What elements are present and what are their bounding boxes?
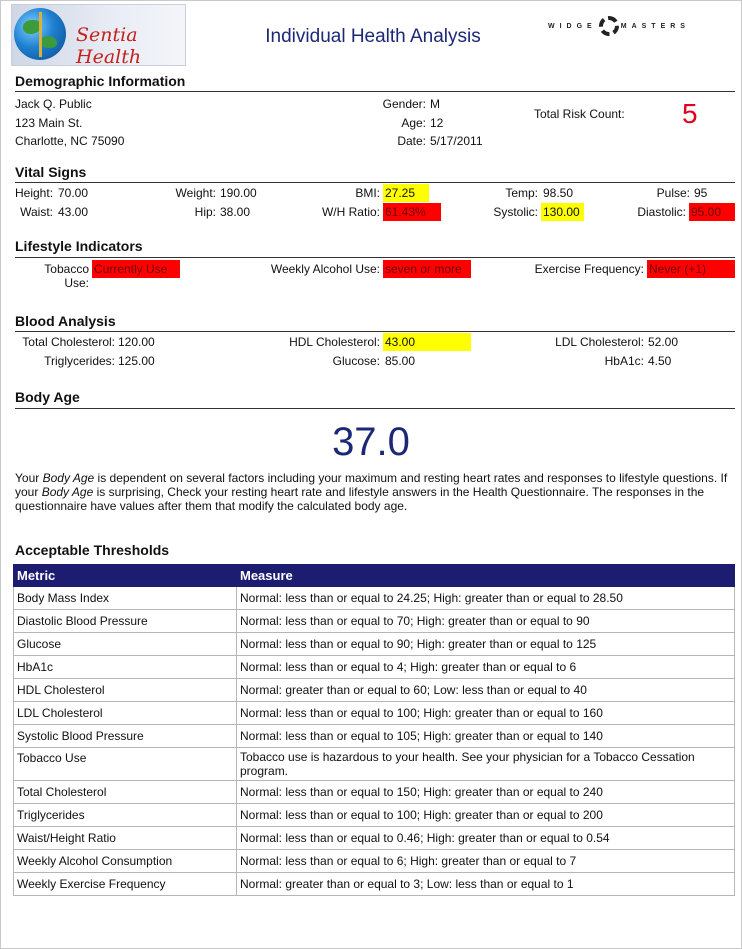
height-label: Height: (15, 186, 54, 200)
metric-cell: HbA1c (14, 656, 237, 679)
table-row (14, 748, 735, 781)
logo-text: Sentia Health (76, 24, 142, 68)
divider (15, 182, 735, 183)
metric-column-header: Metric (14, 565, 237, 587)
metric-cell: Body Mass Index (14, 587, 237, 610)
systolic-value: 130.00 (541, 203, 584, 221)
risk-count-label: Total Risk Count: (534, 107, 625, 121)
gear-icon (599, 16, 619, 36)
diastolic-label: Diastolic: (637, 205, 686, 219)
table-row (14, 850, 735, 873)
gender-value: M (430, 97, 440, 111)
hba1c-label: HbA1c: (604, 354, 644, 368)
exercise-label: Exercise Frequency: (534, 262, 644, 276)
hip-label: Hip: (194, 205, 216, 219)
glucose-value: 85.00 (385, 354, 416, 368)
patient-name: Jack Q. Public (15, 97, 92, 111)
wh-ratio-label: W/H Ratio: (321, 205, 380, 219)
body-age-heading: Body Age (15, 389, 80, 405)
metric-cell: Glucose (14, 633, 237, 656)
total-cholesterol-value: 120.00 (118, 335, 155, 349)
systolic-label: Systolic: (493, 205, 538, 219)
metric-cell: LDL Cholesterol (14, 702, 237, 725)
date-value: 5/17/2011 (430, 134, 483, 148)
waist-value: 43.00 (58, 205, 89, 219)
metric-cell: Diastolic Blood Pressure (14, 610, 237, 633)
demographics-heading: Demographic Information (15, 73, 186, 89)
measure-cell: Normal: less than or equal to 100; High: greater than or equal to 160 (237, 702, 735, 725)
measure-cell: Normal: less than or equal to 150; High: greater than or equal to 240 (237, 781, 735, 804)
metric-cell: HDL Cholesterol (14, 679, 237, 702)
hip-value: 38.00 (220, 205, 251, 219)
address-line-2: Charlotte, NC 75090 (15, 134, 125, 148)
table-row (14, 781, 735, 804)
metric-cell: Systolic Blood Pressure (14, 725, 237, 748)
age-label: Age: (401, 116, 426, 130)
vitals-heading: Vital Signs (15, 164, 87, 180)
tobacco-label-line2: Use: (64, 276, 89, 290)
height-value: 70.00 (58, 186, 89, 200)
weight-value: 190.00 (220, 186, 257, 200)
table-row (14, 827, 735, 850)
hba1c-value: 4.50 (648, 354, 672, 368)
widgemasters-logo (548, 16, 698, 40)
glucose-label: Glucose: (332, 354, 380, 368)
measure-cell: Normal: less than or equal to 6; High: greater than or equal to 7 (237, 850, 735, 873)
measure-cell: Normal: greater than or equal to 3; Low: less than or equal to 1 (237, 873, 735, 896)
pulse-value: 95 (694, 186, 708, 200)
metric-cell: Waist/Height Ratio (14, 827, 237, 850)
table-row (14, 873, 735, 896)
tobacco-value: Currently Use (92, 260, 180, 278)
exercise-value: Never (+1) (647, 260, 735, 278)
measure-cell: Normal: less than or equal to 24.25; High: greater than or equal to 28.50 (237, 587, 735, 610)
divider (15, 331, 735, 332)
measure-cell: Normal: less than or equal to 70; High: greater than or equal to 90 (237, 610, 735, 633)
total-cholesterol-label: Total Cholesterol: (22, 335, 115, 349)
temp-value: 98.50 (543, 186, 574, 200)
table-row (14, 633, 735, 656)
metric-cell: Triglycerides (14, 804, 237, 827)
divider (15, 257, 735, 258)
gender-label: Gender: (382, 97, 426, 111)
measure-cell: Normal: greater than or equal to 60; Low: less than or equal to 40 (237, 679, 735, 702)
hdl-label: HDL Cholesterol: (289, 335, 380, 349)
address-line-1: 123 Main St. (15, 116, 83, 130)
measure-column-header: Measure (237, 565, 735, 587)
measure-cell: Normal: less than or equal to 90; High: greater than or equal to 125 (237, 633, 735, 656)
metric-cell: Weekly Exercise Frequency (14, 873, 237, 896)
table-row (14, 656, 735, 679)
bmi-label: BMI: (355, 186, 380, 200)
blood-heading: Blood Analysis (15, 313, 116, 329)
metric-cell: Weekly Alcohol Consumption (14, 850, 237, 873)
alcohol-label: Weekly Alcohol Use: (270, 262, 380, 276)
thresholds-table (13, 564, 735, 896)
body-age-value: 37.0 (332, 420, 410, 464)
report-title: Individual Health Analysis (265, 26, 481, 47)
measure-cell: Normal: less than or equal to 4; High: greater than or equal to 6 (237, 656, 735, 679)
pulse-label: Pulse: (656, 186, 690, 200)
globe-caduceus-icon (14, 8, 66, 60)
date-label: Date: (397, 134, 426, 148)
waist-label: Waist: (20, 205, 53, 219)
age-value: 12 (430, 116, 444, 130)
measure-cell: Normal: less than or equal to 0.46; High: greater than or equal to 0.54 (237, 827, 735, 850)
divider (15, 408, 735, 409)
tobacco-label-line1: Tobacco (44, 262, 89, 276)
diastolic-value: 95.00 (689, 203, 735, 221)
body-age-explanation: Your Body Age is dependent on several factors including your maximum and resting heart rates and responses to lifestyle questions. If your Body Age is surprising, Check your resting heart rate and lifestyle answers in the Health Questionnaire. The responses in the questionnaire have values after them that modify the calculated body age. (15, 471, 728, 513)
divider (15, 91, 735, 92)
lifestyle-heading: Lifestyle Indicators (15, 238, 143, 254)
brand-right: MASTERS (620, 23, 690, 30)
weight-label: Weight: (175, 186, 216, 200)
table-row (14, 725, 735, 748)
thresholds-heading: Acceptable Thresholds (15, 542, 170, 558)
alcohol-value: seven or more (383, 260, 471, 278)
table-row (14, 679, 735, 702)
bmi-value: 27.25 (383, 184, 429, 202)
table-row (14, 610, 735, 633)
metric-cell: Total Cholesterol (14, 781, 237, 804)
sentia-health-logo (11, 4, 186, 66)
table-header-row (14, 565, 735, 587)
triglycerides-label: Triglycerides: (44, 354, 115, 368)
table-row (14, 587, 735, 610)
hdl-value: 43.00 (383, 333, 471, 351)
metric-cell: Tobacco Use (14, 748, 237, 781)
triglycerides-value: 125.00 (118, 354, 155, 368)
temp-label: Temp: (505, 186, 538, 200)
ldl-value: 52.00 (648, 335, 679, 349)
wh-ratio-value: 61.43% (383, 203, 441, 221)
table-row (14, 804, 735, 827)
table-row (14, 702, 735, 725)
measure-cell: Normal: less than or equal to 105; High: greater than or equal to 140 (237, 725, 735, 748)
risk-count-value: 5 (682, 98, 698, 129)
brand-left: WIDGE (548, 23, 597, 30)
measure-cell: Normal: less than or equal to 100; High: greater than or equal to 200 (237, 804, 735, 827)
measure-cell: Tobacco use is hazardous to your health. See your physician for a Tobacco Cessation program. (237, 748, 735, 781)
ldl-label: LDL Cholesterol: (555, 335, 644, 349)
